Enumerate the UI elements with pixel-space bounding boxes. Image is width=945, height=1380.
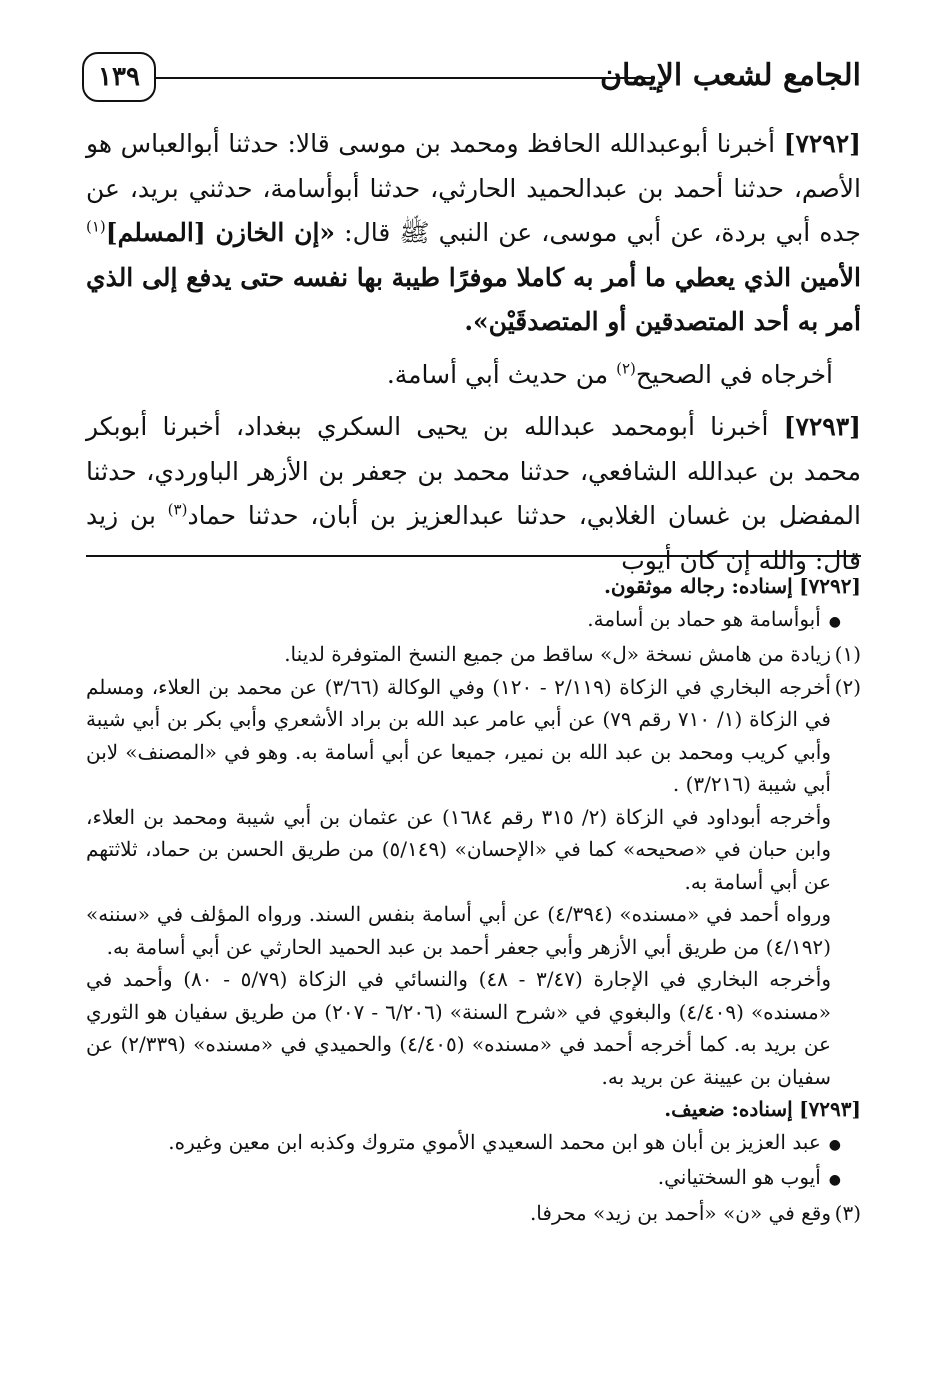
hadith-number: [٧٢٩٣] (783, 412, 861, 441)
main-text (86, 122, 861, 583)
header-rule (150, 77, 655, 79)
footnote-bullet: ● أبوأسامة هو حماد بن أسامة. (86, 603, 861, 639)
footnotes (86, 570, 861, 1229)
takhrij-text: أخرجاه في الصحيح (635, 359, 833, 389)
footnote-heading-text: إسناده: ضعيف. (664, 1097, 793, 1121)
footnote-1 (86, 638, 861, 671)
hadith-isnad: أخبرنا أبوعبدالله الحافظ ومحمد بن موسى قالا: حدثنا أبوالعباس هو الأصم، حدثنا أحمد بن عبدالحميد الحارثي، حدثنا أبوأسامة، حدثني بريد، عن جده أبي بردة، عن أبي موسى، عن النبي ﷺ قال: (86, 129, 861, 247)
footnote-hadith-number: [٧٢٩٢] (799, 574, 861, 598)
footnote-text: وأخرجه البخاري في الإجارة (٣/٤٧ - ٤٨) والنسائي في الزكاة (٥/٧٩ - ٨٠) وأحمد في «مسنده» (٤/٤٠٩) والبغوي في «شرح السنة» (٦/٢٠٦ - ٢٠٧) من طريق سفيان هو الثوري عن بريد به. كما أخرجه أحمد في «مسنده» (٤/٤٠٥) والحميدي في «مسنده» (٢/٣٣٩) عن سفيان بن عيينة عن بريد به. (86, 967, 831, 1089)
footnote-divider (86, 555, 861, 557)
footnote-7293-heading (86, 1093, 861, 1126)
takhrij-text-cont: من حديث أبي أسامة. (386, 359, 609, 389)
running-title: الجامع لشعب الإيمان (599, 58, 861, 93)
footnote-3 (86, 1197, 861, 1230)
takhrij-7292 (86, 353, 861, 398)
hadith-number: [٧٢٩٢] (783, 129, 861, 158)
footnote-label: (٣) (834, 1200, 861, 1225)
footnote-text: وأخرجه أبوداود في الزكاة (٢/ ٣١٥ رقم ١٦٨٤) عن عثمان بن أبي شيبة ومحمد بن العلاء، وابن حبان في «صحيحه» كما في «الإحسان» (٥/١٤٩) من طريق الحسن بن حماد، ثلاثتهم عن أبي أسامة به. (86, 804, 832, 894)
footnote-bullet: ● عبد العزيز بن أبان هو ابن محمد السعيدي الأموي متروك وكذبه ابن معين وغيره. (86, 1126, 861, 1162)
footnote-text: ورواه أحمد في «مسنده» (٤/٣٩٤) عن أبي أسامة بنفس السند. ورواه المؤلف في «سننه» (٤/١٩٢) من طريق أبي الأزهر وأبي جعفر أحمد بن عبد الحميد الحارثي عن أبي أسامة به. (86, 902, 831, 959)
footnote-text: وقع في «ن» «أحمد بن زيد» محرفا. (529, 1200, 831, 1225)
footnote-text: زيادة من هامش نسخة «ل» ساقط من جميع النسخ المتوفرة لدينا. (284, 642, 831, 666)
hadith-7292 (86, 122, 861, 345)
hadith-matn: «إن الخازن [المسلم] (105, 218, 336, 247)
footnote-2 (86, 671, 861, 1094)
footnote-hadith-number: [٧٢٩٣] (799, 1097, 861, 1121)
hadith-matn-cont: الأمين الذي يعطي ما أمر به كاملا موفرًا طيبة بها نفسه حتى يدفع إلى الذي أمر به أحد المتصدقين أو المتصدقَيْن». (86, 262, 861, 336)
footnote-label: (١) (834, 642, 861, 666)
footnote-7292-heading (86, 570, 861, 603)
footnote-bullet: ● أيوب هو السختياني. (86, 1161, 861, 1197)
footnote-ref-1[interactable]: (١) (86, 217, 106, 236)
footnote-ref-3[interactable]: (٣) (167, 500, 188, 519)
footnote-label: (٢) (834, 674, 861, 699)
page-number: ١٣٩ (82, 52, 156, 102)
footnote-text: أخرجه البخاري في الزكاة (٢/١١٩ - ١٢٠) وفي الوكالة (٣/٦٦) عن محمد بن العلاء، ومسلم في الزكاة (١/ ٧١٠ رقم ٧٩) عن أبي عامر عبد الله بن براد الأشعري وأبي بكر بن أبي شيبة وأبي كريب ومحمد بن عبد الله بن نمير، جميعا عن أبي أسامة به. وهو في «المصنف» لابن أبي شيبة (٣/٢١٦) . (86, 674, 831, 796)
hadith-isnad-cont: بن زيد قال: والله إن كان أيوب (86, 501, 861, 575)
hadith-isnad: أخبرنا أبومحمد عبدالله بن يحيى السكري ببغداد، أخبرنا أبوبكر محمد بن عبدالله الشافعي، حدثنا محمد بن جعفر بن الأزهر الباوردي، حدثنا المفضل بن غسان الغلابي، حدثنا عبدالعزيز بن أبان، حدثنا حماد (86, 412, 861, 530)
footnote-ref-2[interactable]: (٢) (616, 359, 636, 378)
footnote-heading-text: إسناده: رجاله موثقون. (603, 574, 793, 598)
